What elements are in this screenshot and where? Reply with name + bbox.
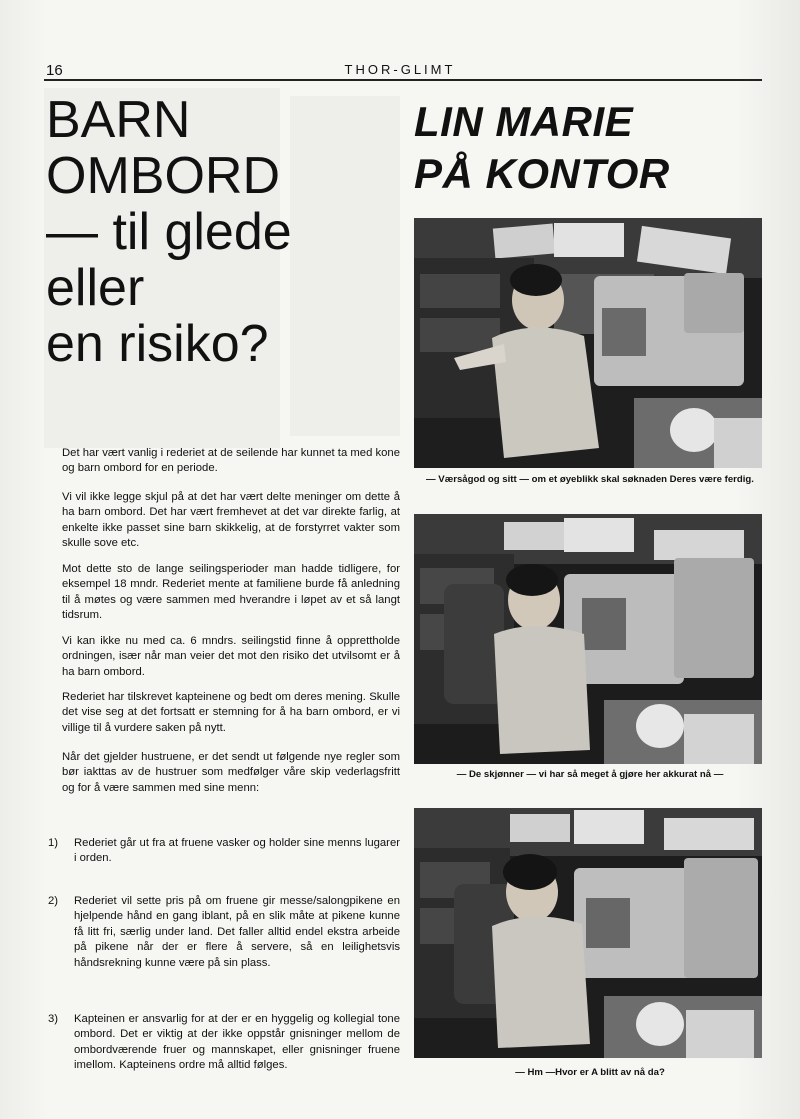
article-paragraph: Mot dette sto de lange seilingsperioder man hadde tidligere, for eksempel 18 mndr. Rederiet mente at familiene burde få anledning til å møtes og være sammen med hverandre i løpet av et så langt tidsrum. [62, 563, 400, 622]
headline-line: eller [46, 259, 145, 317]
magazine-name: THOR-GLIMT [344, 62, 456, 77]
rule-text: Rederiet går ut fra at fruene vasker og holder sine menns lugarer i orden. [74, 837, 400, 865]
rules-list [48, 894, 400, 971]
rule-text: Kapteinen er ansvarlig for at der er en hyggelig og kollegial tone ombord. Det er viktig at der ikke oppstår gnisninger mellom de ombordværende fruer og mannskapet, eller gnisninger fruene imellom. Kapteinens ordre må alltid følges. [74, 1013, 400, 1072]
header-rule [44, 79, 762, 81]
photo-child-at-typewriter [414, 218, 762, 468]
headline-line: en risiko? [46, 315, 269, 373]
page-number: 16 [46, 62, 63, 79]
rule-number: 3) [48, 1013, 59, 1025]
rule-item [48, 1012, 400, 1074]
rules-list [48, 836, 400, 867]
sidebar-title [414, 96, 774, 200]
sidebar-title-line: PÅ KONTOR [414, 150, 670, 197]
article-paragraph: Rederiet har tilskrevet kapteinene og bedt om deres mening. Skulle det vise seg at det fortsatt er stemning for å ha barn ombord, er vi villige til å vurdere saken på nytt. [62, 691, 400, 734]
article-headline [46, 92, 386, 372]
headline-line: — til glede [46, 203, 292, 261]
headline-line: BARN [46, 91, 191, 149]
article-paragraph: Vi kan ikke nu med ca. 6 mndrs. seilingstid finne å opprettholde ordningen, især når man veier det mot den risiko det utvilsomt er å ha barn ombord. [62, 635, 400, 678]
sidebar-title-line: LIN MARIE [414, 98, 634, 145]
headline-line: OMBORD [46, 147, 280, 205]
article-paragraph: Når det gjelder hustruene, er det sendt ut følgende nye regler som bør iakttas av de hustruer som medfølger våre skip vederlagsfritt og for å være sammen med sine menn: [62, 751, 400, 794]
photo-child-at-typewriter [414, 808, 762, 1058]
photo-caption: — De skjønner — vi har så meget å gjøre her akkurat nå — [456, 769, 724, 780]
rule-item [48, 836, 400, 867]
rule-number: 1) [48, 837, 59, 849]
rule-item [48, 894, 400, 971]
rules-list [48, 1012, 400, 1074]
photo-child-at-typewriter [414, 514, 762, 764]
photo-caption: — Hm —Hvor er A blitt av nå da? [515, 1067, 665, 1078]
rule-number: 2) [48, 895, 59, 907]
rule-text: Rederiet vil sette pris på om fruene gir messe/salongpikene en hjelpende hånd en gang iblant, på en slik måte at pikene kunne få litt fri, særlig under land. Det faller alltid endel ekstra arbeide på pikene når der er flere å servere, så en leilighetsvis håndsrekning kunne være på sin plass. [74, 895, 400, 969]
photo-caption: — Værsågod og sitt — om et øyeblikk skal søknaden Deres være ferdig. [426, 474, 754, 485]
article-paragraph: Det har vært vanlig i rederiet at de seilende har kunnet ta med kone og barn ombord for en periode. [62, 447, 400, 475]
article-paragraph: Vi vil ikke legge skjul på at det har vært delte meninger om dette å ha barn ombord. Det har vært fremhevet at det var direkte farlig, at enkelte ikke passet sine barn skikkelig, at de forstyrret vakter som skulle sove etc. [62, 491, 400, 550]
